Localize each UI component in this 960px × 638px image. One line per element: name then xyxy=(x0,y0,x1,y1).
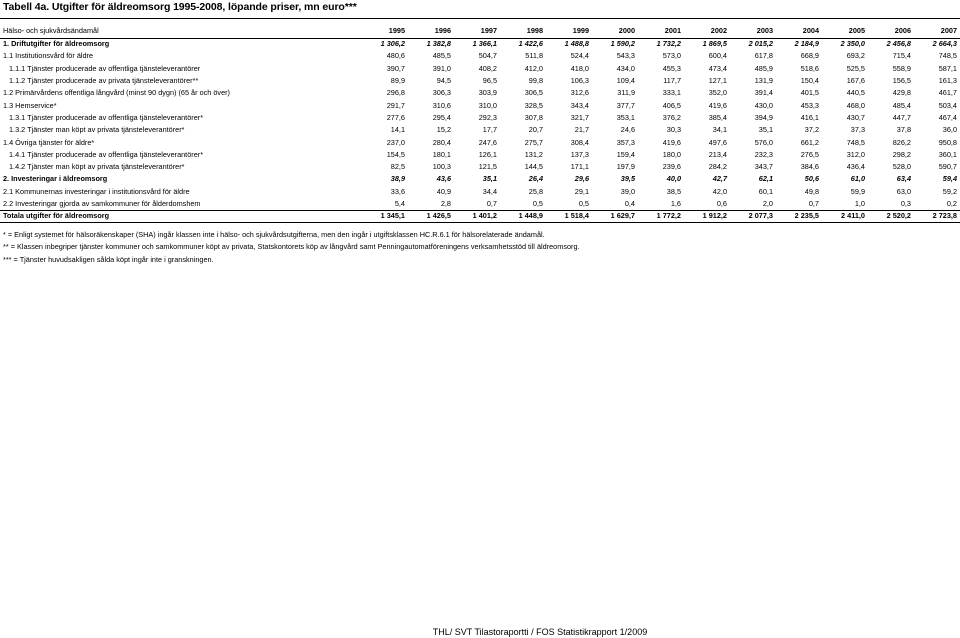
row-value: 312,6 xyxy=(570,88,589,98)
row-value: 1 732,2 xyxy=(656,39,681,49)
header-year: 2002 xyxy=(710,26,727,35)
footnotes xyxy=(3,229,580,266)
row-value: 2,0 xyxy=(762,199,773,208)
row-value: 748,5 xyxy=(938,51,957,61)
row-value: 543,3 xyxy=(616,51,635,61)
row-value: 36,0 xyxy=(942,125,957,135)
row-label: 1.1.1 Tjänster producerade av offentliga tjänsteleverantörer xyxy=(9,63,201,73)
row-value: 617,8 xyxy=(754,51,773,61)
row-value: 62,1 xyxy=(758,174,773,184)
row-value: 295,4 xyxy=(432,112,451,122)
row-value: 2 520,2 xyxy=(886,211,911,221)
footnote: *** = Tjänster huvudsakligen sålda köpt ingår inte i granskningen. xyxy=(3,254,214,264)
header-year: 1998 xyxy=(526,26,543,35)
row-value: 440,5 xyxy=(846,88,865,98)
table-row xyxy=(0,75,960,87)
row-value: 144,5 xyxy=(524,162,543,172)
row-value: 156,5 xyxy=(892,76,911,86)
row-value: 137,3 xyxy=(570,149,589,159)
row-value: 1 345,1 xyxy=(380,211,405,221)
row-value: 473,4 xyxy=(708,63,727,73)
row-label: 2. Investeringar i äldreomsorg xyxy=(3,174,108,184)
row-value: 461,7 xyxy=(938,88,957,98)
row-value: 24,6 xyxy=(620,125,635,135)
footnote: ** = Klassen inbegriper tjänster kommuner och samkommuner köpt av privata, Statskontorets köp av långvård samt Penningautomatföreningens verksamhetsstöd till äldreomsorg. xyxy=(3,242,580,252)
row-value: 131,9 xyxy=(754,76,773,86)
row-value: 106,3 xyxy=(570,76,589,86)
row-value: 321,7 xyxy=(570,112,589,122)
row-value: 159,4 xyxy=(616,149,635,159)
table-row xyxy=(0,63,960,75)
row-value: 715,4 xyxy=(892,51,911,61)
row-value: 291,7 xyxy=(386,100,405,110)
table-row xyxy=(0,210,960,222)
row-value: 59,9 xyxy=(850,186,865,196)
total-rule-bottom xyxy=(0,222,960,223)
row-value: 693,2 xyxy=(846,51,865,61)
row-value: 419,6 xyxy=(662,137,681,147)
row-value: 96,5 xyxy=(482,76,497,86)
row-value: 328,5 xyxy=(524,100,543,110)
total-rule-top xyxy=(0,210,960,211)
table-row xyxy=(0,186,960,198)
row-value: 447,7 xyxy=(892,112,911,122)
row-value: 518,6 xyxy=(800,63,819,73)
row-value: 384,6 xyxy=(800,162,819,172)
table-row xyxy=(0,173,960,185)
header-year: 2006 xyxy=(894,26,911,35)
row-value: 360,1 xyxy=(938,149,957,159)
row-value: 15,2 xyxy=(436,125,451,135)
row-value: 1 629,7 xyxy=(610,211,635,221)
row-value: 150,4 xyxy=(800,76,819,86)
row-value: 37,2 xyxy=(804,125,819,135)
row-value: 401,5 xyxy=(800,88,819,98)
row-value: 511,8 xyxy=(525,51,543,61)
row-value: 59,2 xyxy=(942,186,957,196)
row-value: 2 235,5 xyxy=(794,211,819,221)
row-value: 485,5 xyxy=(432,51,451,61)
row-value: 1 426,5 xyxy=(426,211,451,221)
row-value: 1 772,2 xyxy=(656,211,681,221)
row-value: 197,9 xyxy=(616,162,635,172)
row-value: 63,4 xyxy=(896,174,911,184)
header-year: 2000 xyxy=(618,26,635,35)
row-value: 576,0 xyxy=(754,137,773,147)
row-value: 0,5 xyxy=(578,199,589,208)
row-value: 37,3 xyxy=(850,125,865,135)
row-value: 468,0 xyxy=(846,100,865,110)
row-value: 30,3 xyxy=(666,125,681,135)
row-value: 668,9 xyxy=(800,51,819,61)
row-value: 0,7 xyxy=(486,199,497,208)
row-value: 2 664,3 xyxy=(932,39,957,49)
row-value: 307,8 xyxy=(524,112,543,122)
row-label: 2.2 Investeringar gjorda av samkommuner för ålderdomshem xyxy=(3,199,201,208)
row-value: 1 518,4 xyxy=(564,211,589,221)
row-value: 455,3 xyxy=(662,63,681,73)
row-value: 63,0 xyxy=(896,186,911,196)
row-value: 0,2 xyxy=(946,199,957,208)
row-value: 131,2 xyxy=(524,149,543,159)
row-value: 50,6 xyxy=(804,174,819,184)
table-row xyxy=(0,87,960,99)
row-value: 42,0 xyxy=(712,186,727,196)
row-label: 2.1 Kommunernas investeringar i institutionsvård för äldre xyxy=(3,186,190,196)
row-value: 504,7 xyxy=(478,51,497,61)
row-value: 1,6 xyxy=(670,199,681,208)
row-value: 39,0 xyxy=(620,186,635,196)
row-value: 2,8 xyxy=(440,199,451,208)
row-value: 34,1 xyxy=(712,125,727,135)
row-value: 406,5 xyxy=(662,100,681,110)
row-value: 1,0 xyxy=(854,199,865,208)
row-value: 275,7 xyxy=(524,137,543,147)
row-value: 298,2 xyxy=(892,149,911,159)
row-value: 29,1 xyxy=(574,186,589,196)
row-value: 558,9 xyxy=(892,63,911,73)
row-label: 1.4 Övriga tjänster för äldre* xyxy=(3,137,95,147)
row-value: 485,9 xyxy=(754,63,773,73)
row-value: 237,0 xyxy=(386,137,405,147)
row-value: 950,8 xyxy=(938,137,957,147)
row-value: 59,4 xyxy=(942,174,957,184)
table-header-row xyxy=(0,23,960,38)
row-value: 121,5 xyxy=(478,162,497,172)
table-row xyxy=(0,99,960,111)
row-value: 213,4 xyxy=(708,149,727,159)
page-title: Tabell 4a. Utgifter för äldreomsorg 1995-2008, löpande priser, mn euro*** xyxy=(3,1,357,13)
row-value: 467,4 xyxy=(938,112,957,122)
top-rule xyxy=(0,18,960,19)
row-value: 453,3 xyxy=(800,100,819,110)
row-value: 528,0 xyxy=(892,162,911,172)
row-value: 390,7 xyxy=(386,63,405,73)
row-value: 239,6 xyxy=(662,162,681,172)
table-row xyxy=(0,136,960,148)
row-value: 34,4 xyxy=(482,186,497,196)
table-body xyxy=(0,38,960,222)
header-year: 2003 xyxy=(756,26,773,35)
row-value: 49,8 xyxy=(804,186,819,196)
row-value: 419,6 xyxy=(708,100,727,110)
row-value: 587,1 xyxy=(938,63,957,73)
expenditure-table xyxy=(0,23,960,222)
header-rule xyxy=(0,38,960,39)
header-year: 1997 xyxy=(480,26,497,35)
footnote: * = Enligt systemet för hälsoräkenskaper (SHA) ingår klassen inte i hälso- och sjukvårdsutgifterna, men den ingår i utgiftsklassen HC.R.6.1 för hälsorelaterade ändamål. xyxy=(3,230,545,239)
row-value: 161,3 xyxy=(938,76,957,86)
row-value: 33,6 xyxy=(390,186,405,196)
row-value: 37,8 xyxy=(896,125,911,135)
row-value: 117,7 xyxy=(663,76,681,86)
header-year: 2007 xyxy=(940,26,957,35)
row-value: 524,4 xyxy=(570,51,589,61)
row-label: 1.3.1 Tjänster producerade av offentliga tjänsteleverantörer* xyxy=(9,112,204,122)
row-value: 0,5 xyxy=(532,199,543,208)
row-value: 29,6 xyxy=(574,174,589,184)
row-value: 590,7 xyxy=(938,162,957,172)
row-value: 99,8 xyxy=(528,76,543,86)
row-value: 61,0 xyxy=(850,174,865,184)
row-label: Totala utgifter för äldreomsorg xyxy=(3,211,110,221)
row-label: 1.1.2 Tjänster producerade av privata tjänsteleverantörer** xyxy=(9,76,199,86)
header-year: 2005 xyxy=(848,26,865,35)
row-value: 503,4 xyxy=(938,100,957,110)
row-value: 94,5 xyxy=(436,76,451,86)
row-value: 2 077,3 xyxy=(748,211,773,221)
row-value: 600,4 xyxy=(708,51,727,61)
row-value: 247,6 xyxy=(478,137,497,147)
row-value: 385,4 xyxy=(708,112,727,122)
row-value: 82,5 xyxy=(390,162,405,172)
row-label: 1.4.2 Tjänster man köpt av privata tjänsteleverantörer* xyxy=(9,162,185,172)
row-value: 5,4 xyxy=(394,199,405,208)
row-value: 39,5 xyxy=(620,174,635,184)
row-value: 38,9 xyxy=(390,174,405,184)
table-row xyxy=(0,38,960,50)
row-value: 0,7 xyxy=(808,199,819,208)
row-value: 26,4 xyxy=(528,174,543,184)
row-value: 167,6 xyxy=(846,76,865,86)
header-year: 2004 xyxy=(802,26,819,35)
row-value: 20,7 xyxy=(528,125,543,135)
row-value: 480,6 xyxy=(386,51,405,61)
row-value: 408,2 xyxy=(478,63,497,73)
header-year: 1996 xyxy=(434,26,451,35)
row-value: 748,5 xyxy=(846,137,865,147)
header-label: Hälso- och sjukvårdsändamål xyxy=(3,26,99,35)
row-value: 2 456,8 xyxy=(886,39,911,49)
row-value: 394,9 xyxy=(754,112,773,122)
row-value: 430,0 xyxy=(754,100,773,110)
row-value: 377,7 xyxy=(616,100,635,110)
row-value: 2 411,0 xyxy=(841,211,865,221)
row-label: 1.2 Primärvårdens offentliga långvård (minst 90 dygn) (65 år och över) xyxy=(3,88,230,98)
table-row xyxy=(0,50,960,62)
row-value: 333,1 xyxy=(662,88,681,98)
row-value: 1 401,2 xyxy=(472,211,497,221)
row-value: 38,5 xyxy=(666,186,681,196)
header-year: 1995 xyxy=(388,26,405,35)
row-value: 109,4 xyxy=(616,76,635,86)
row-value: 1 382,8 xyxy=(426,39,451,49)
row-value: 180,1 xyxy=(432,149,451,159)
row-value: 0,6 xyxy=(716,199,727,208)
row-value: 661,2 xyxy=(800,137,819,147)
row-value: 306,3 xyxy=(432,88,451,98)
row-label: 1.4.1 Tjänster producerade av offentliga tjänsteleverantörer* xyxy=(9,149,204,159)
row-value: 42,7 xyxy=(712,174,727,184)
row-value: 40,9 xyxy=(436,186,451,196)
row-value: 312,0 xyxy=(846,149,865,159)
row-value: 232,3 xyxy=(754,149,773,159)
row-label: 1.1 Institutionsvård för äldre xyxy=(3,51,94,61)
row-value: 100,3 xyxy=(432,162,451,172)
row-value: 2 015,2 xyxy=(748,39,773,49)
row-value: 21,7 xyxy=(574,125,589,135)
row-value: 436,4 xyxy=(846,162,865,172)
row-value: 1 306,2 xyxy=(380,39,405,49)
row-value: 40,0 xyxy=(666,174,681,184)
row-value: 35,1 xyxy=(758,125,773,135)
table-row xyxy=(0,112,960,124)
row-value: 43,6 xyxy=(436,174,451,184)
row-value: 352,0 xyxy=(708,88,727,98)
row-value: 416,1 xyxy=(800,112,819,122)
row-value: 126,1 xyxy=(478,149,497,159)
row-value: 296,8 xyxy=(386,88,405,98)
row-value: 573,0 xyxy=(662,51,681,61)
row-value: 2 723,8 xyxy=(932,211,957,221)
row-value: 171,1 xyxy=(570,162,589,172)
row-value: 418,0 xyxy=(570,63,589,73)
row-value: 311,9 xyxy=(617,88,635,98)
row-value: 434,0 xyxy=(616,63,635,73)
row-value: 25,8 xyxy=(528,186,543,196)
row-value: 306,5 xyxy=(524,88,543,98)
row-value: 60,1 xyxy=(758,186,773,196)
table-row xyxy=(0,161,960,173)
row-value: 310,6 xyxy=(432,100,451,110)
row-value: 14,1 xyxy=(390,125,405,135)
row-value: 17,7 xyxy=(482,125,497,135)
row-label: 1. Driftutgifter för äldreomsorg xyxy=(3,39,110,49)
row-value: 430,7 xyxy=(846,112,865,122)
row-value: 2 350,0 xyxy=(840,39,865,49)
row-value: 1 869,5 xyxy=(702,39,727,49)
row-value: 391,0 xyxy=(432,63,451,73)
row-value: 127,1 xyxy=(708,76,727,86)
row-value: 485,4 xyxy=(892,100,911,110)
row-value: 353,1 xyxy=(616,112,635,122)
header-year: 2001 xyxy=(664,26,681,35)
row-value: 525,5 xyxy=(846,63,865,73)
page-footer: THL/ SVT Tilastoraportti / FOS Statistikrapport 1/2009 xyxy=(432,627,648,637)
header-year: 1999 xyxy=(572,26,589,35)
row-value: 429,8 xyxy=(892,88,911,98)
table-row xyxy=(0,149,960,161)
row-value: 357,3 xyxy=(616,137,635,147)
row-value: 343,7 xyxy=(754,162,773,172)
row-value: 154,5 xyxy=(386,149,405,159)
row-value: 35,1 xyxy=(482,174,497,184)
row-value: 826,2 xyxy=(892,137,911,147)
row-value: 280,4 xyxy=(432,137,451,147)
row-value: 0,3 xyxy=(900,199,911,208)
row-value: 1 912,2 xyxy=(702,211,727,221)
row-value: 292,3 xyxy=(478,112,497,122)
table-row xyxy=(0,198,960,210)
row-value: 277,6 xyxy=(386,112,405,122)
row-value: 376,2 xyxy=(662,112,681,122)
row-value: 1 422,6 xyxy=(518,39,543,49)
row-value: 303,9 xyxy=(478,88,497,98)
row-value: 1 366,1 xyxy=(472,39,497,49)
row-value: 391,4 xyxy=(754,88,773,98)
row-value: 1 488,8 xyxy=(564,39,589,49)
row-value: 343,4 xyxy=(570,100,589,110)
row-value: 1 448,9 xyxy=(518,211,543,221)
row-value: 180,0 xyxy=(662,149,681,159)
row-value: 0,4 xyxy=(624,199,635,208)
row-value: 497,6 xyxy=(708,137,727,147)
row-value: 89,9 xyxy=(390,76,405,86)
row-value: 1 590,2 xyxy=(610,39,635,49)
row-value: 308,4 xyxy=(570,137,589,147)
row-value: 2 184,9 xyxy=(794,39,819,49)
row-value: 412,0 xyxy=(524,63,543,73)
row-label: 1.3 Hemservice* xyxy=(3,100,57,110)
table-row xyxy=(0,124,960,136)
row-value: 310,0 xyxy=(478,100,497,110)
row-label: 1.3.2 Tjänster man köpt av privata tjänsteleverantörer* xyxy=(9,125,185,135)
row-value: 284,2 xyxy=(708,162,727,172)
row-value: 276,5 xyxy=(800,149,819,159)
